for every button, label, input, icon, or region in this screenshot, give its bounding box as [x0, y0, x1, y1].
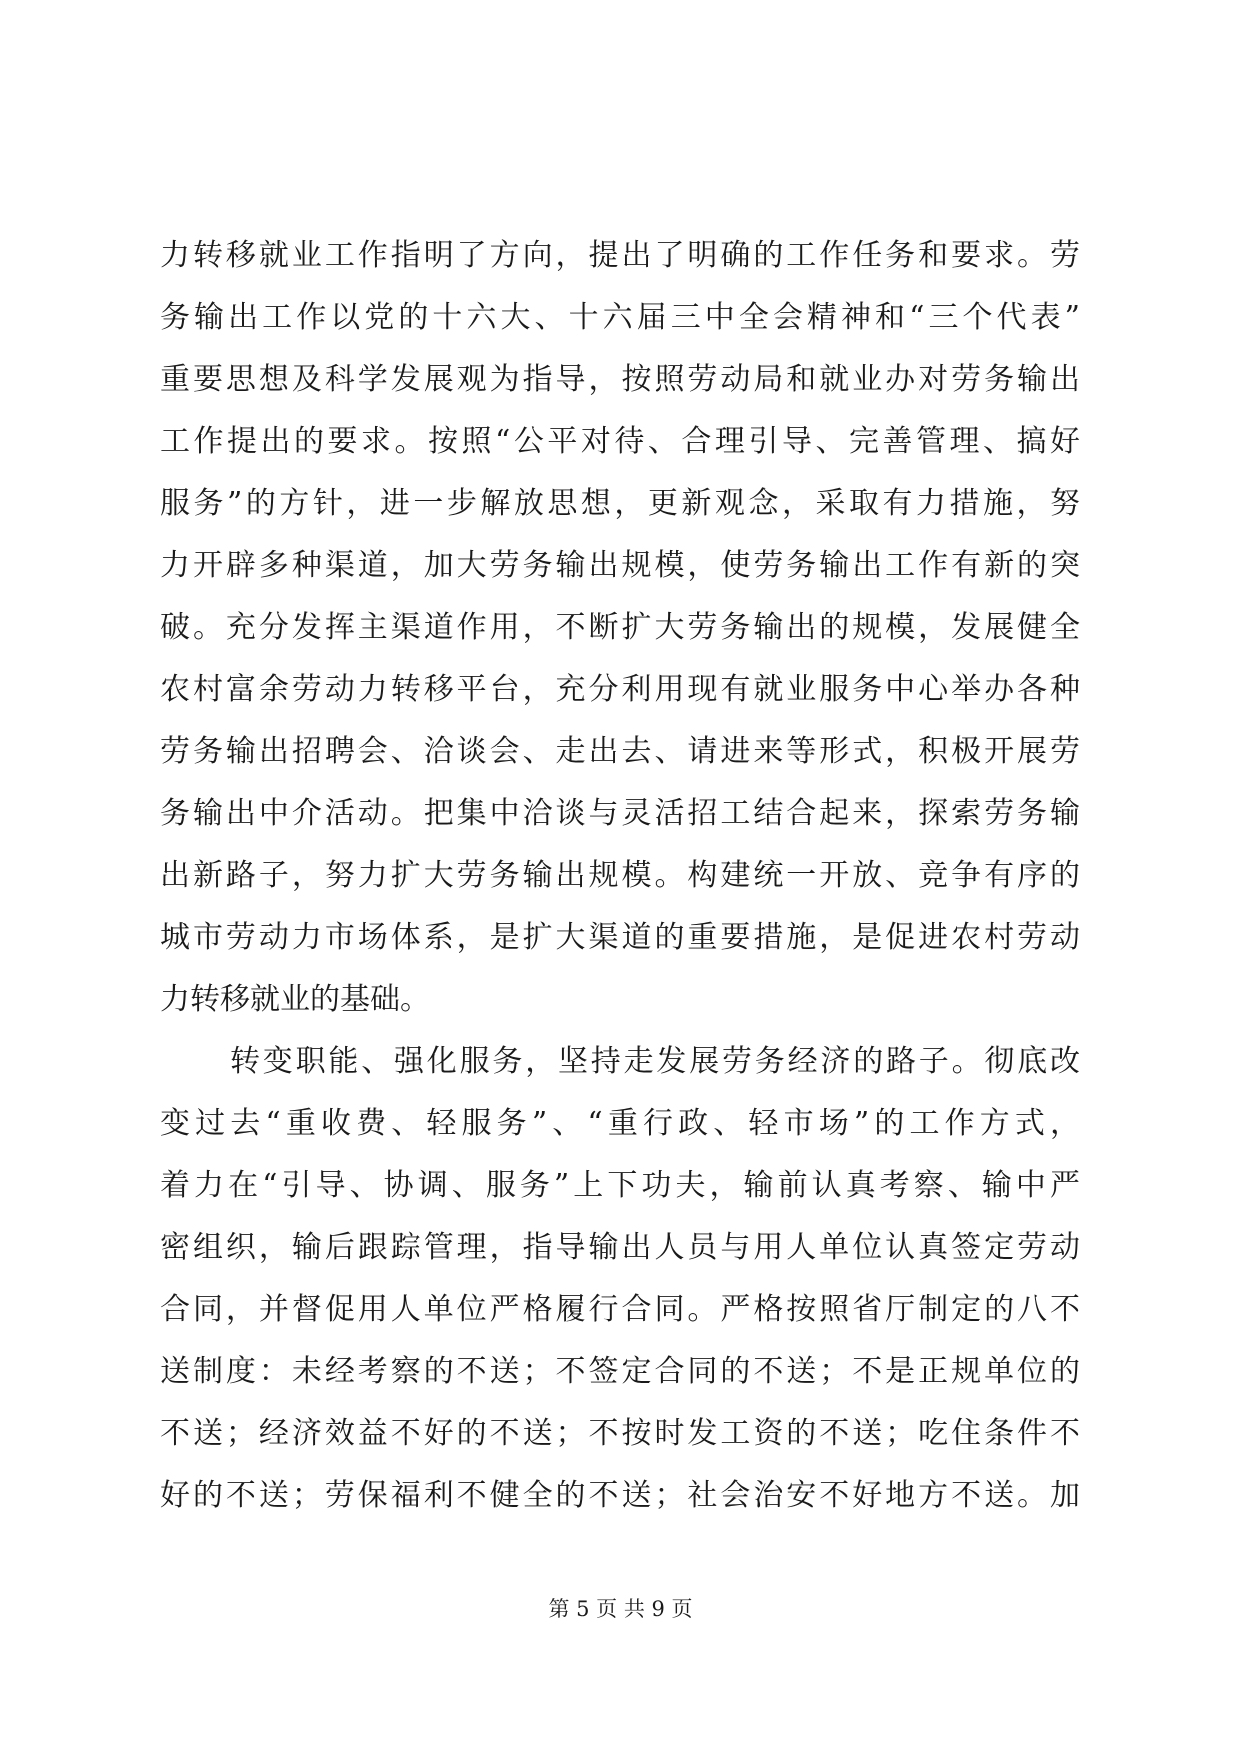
text-line: 变过去“重收费、轻服务”、“重行政、轻市场”的工作方式，	[160, 1106, 1080, 1141]
text-line: 工作提出的要求。按照“公平对待、合理引导、完善管理、搞好	[160, 424, 1080, 459]
text-line: 合同，并督促用人单位严格履行合同。严格按照省厅制定的八不	[160, 1292, 1080, 1327]
text-line: 劳务输出招聘会、洽谈会、走出去、请进来等形式，积极开展劳	[160, 734, 1080, 769]
text-line: 着力在“引导、协调、服务”上下功夫，输前认真考察、输中严	[160, 1168, 1080, 1203]
text-line: 力转移就业的基础。	[160, 982, 430, 1017]
page-number-footer: 第 5 页 共 9 页	[548, 1597, 693, 1621]
body-text	[160, 225, 1080, 1527]
paragraph-2	[160, 1031, 1080, 1527]
text-line: 密组织，输后跟踪管理，指导输出人员与用人单位认真签定劳动	[160, 1230, 1080, 1265]
paragraph-1	[160, 225, 1080, 1031]
text-line: 务输出工作以党的十六大、十六届三中全会精神和“三个代表”	[160, 300, 1080, 335]
text-line: 出新路子，努力扩大劳务输出规模。构建统一开放、竞争有序的	[160, 858, 1080, 893]
text-line: 重要思想及科学发展观为指导，按照劳动局和就业办对劳务输出	[160, 362, 1080, 397]
text-line: 好的不送；劳保福利不健全的不送；社会治安不好地方不送。加	[160, 1478, 1080, 1513]
text-line: 服务”的方针，进一步解放思想，更新观念，采取有力措施，努	[160, 486, 1080, 521]
text-line: 力转移就业工作指明了方向，提出了明确的工作任务和要求。劳	[160, 238, 1080, 273]
text-line: 转变职能、强化服务，坚持走发展劳务经济的路子。彻底改	[230, 1044, 1080, 1079]
text-line: 不送；经济效益不好的不送；不按时发工资的不送；吃住条件不	[160, 1416, 1080, 1451]
text-line: 力开辟多种渠道，加大劳务输出规模，使劳务输出工作有新的突	[160, 548, 1080, 583]
text-line: 务输出中介活动。把集中洽谈与灵活招工结合起来，探索劳务输	[160, 796, 1080, 831]
text-line: 农村富余劳动力转移平台，充分利用现有就业服务中心举办各种	[160, 672, 1080, 707]
text-line: 送制度：未经考察的不送；不签定合同的不送；不是正规单位的	[160, 1354, 1080, 1389]
text-line: 破。充分发挥主渠道作用，不断扩大劳务输出的规模，发展健全	[160, 610, 1080, 645]
text-line: 城市劳动力市场体系，是扩大渠道的重要措施，是促进农村劳动	[160, 920, 1080, 955]
